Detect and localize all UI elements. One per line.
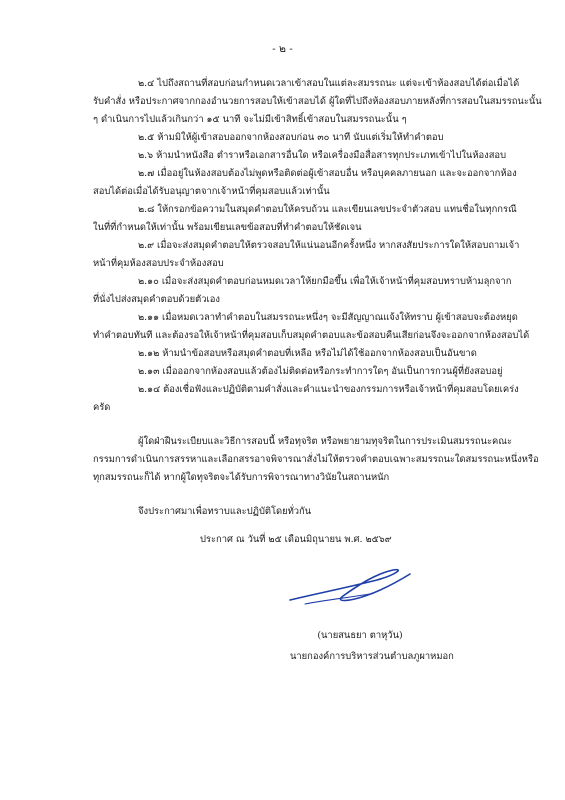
paragraph-line: สอบได้ต่อเมื่อได้รับอนุญาตจากเจ้าหน้าที่คุมสอบแล้วเท่านั้น [93, 186, 330, 197]
paragraph-line: กรรมการดำเนินการสรรหาและเลือกสรรอาจพิจารณาสั่งไม่ให้ตรวจคำตอบเฉพาะสมรรถนะใดสมรรถนะหนึ่งหรือ [93, 454, 539, 465]
paragraph-line: ผู้ใดฝ่าฝืนระเบียบและวิธีการสอบนี้ หรือทุจริต หรือพยายามทุจริตในการประเมินสมรรถนะคณะ [138, 436, 512, 447]
paragraph-line: ๒.๖ ห้ามนำหนังสือ ตำราหรือเอกสารอื่นใด หรือเครื่องมือสื่อสารทุกประเภทเข้าไปในห้องสอบ [138, 150, 507, 161]
paragraph-line: รับคำสั่ง หรือประกาศจากกองอำนวยการสอบให้เข้าสอบได้ ผู้ใดที่ไปถึงห้องสอบภายหลังที่การสอบในสมรรถนะนั้น [93, 96, 542, 107]
paragraph-line: ๒.๘ ให้กรอกข้อความในสมุดคำตอบให้ครบถ้วน และเขียนเลขประจำตัวสอบ แทนชื่อในทุกกรณี [138, 204, 517, 215]
paragraph-line: จึงประกาศมาเพื่อทราบและปฏิบัติโดยทั่วกัน [138, 506, 312, 517]
page-number: - ๒ - [272, 43, 293, 55]
paragraph-line: ๆ ดำเนินการไปแล้วเกินกว่า ๑๕ นาที จะไม่มีเข้าสิทธิ์เข้าสอบในสมรรถนะนั้น ๆ [93, 114, 407, 125]
announcement-date: ประกาศ ณ วันที่ ๒๕ เดือนมิถุนายน พ.ศ. ๒๕๖๙ [200, 534, 392, 545]
paragraph-line: ๒.๔ ไปถึงสถานที่สอบก่อนกำหนดเวลาเข้าสอบในแต่ละสมรรถนะ แต่จะเข้าห้องสอบได้ต่อเมื่อได้ [138, 78, 520, 89]
paragraph-line: ในที่ที่กำหนดให้เท่านั้น พร้อมเขียนเลขข้อสอบที่ทำคำตอบให้ชัดเจน [93, 222, 362, 233]
signature-image [285, 560, 415, 610]
signatory-title: นายกองค์การบริหารส่วนตำบลภูผาหมอก [290, 651, 454, 662]
paragraph-line: ๒.๑๑ เมื่อหมดเวลาทำคำตอบในสมรรถนะหนึ่งๆ จะมีสัญญาณแจ้งให้ทราบ ผู้เข้าสอบจะต้องหยุด [138, 312, 518, 323]
paragraph-line: ๒.๕ ห้ามมิให้ผู้เข้าสอบออกจากห้องสอบก่อน ๓๐ นาที นับแต่เริ่มให้ทำคำตอบ [138, 132, 444, 143]
paragraph-line: ๒.๑๓ เมื่อออกจากห้องสอบแล้วต้องไม่ติดต่อหรือกระทำการใดๆ อันเป็นการกวนผู้ที่ยังสอบอยู่ [138, 366, 503, 377]
paragraph-line: ๒.๙ เมื่อจะส่งสมุดคำตอบให้ตรวจสอบให้แน่นอนอีกครั้งหนึ่ง หากสงสัยประการใดให้สอบถามเจ้า [138, 240, 520, 251]
paragraph-line: หน้าที่คุมห้องสอบประจำห้องสอบ [93, 258, 224, 269]
signatory-name: (นายสนธยา ตาหุวัน) [317, 630, 403, 641]
paragraph-line: ทำคำตอบทันที และต้องรอให้เจ้าหน้าที่คุมสอบเก็บสมุดคำตอบและข้อสอบคืนเสียก่อนจึงจะออกจากห้องสอบได้ [93, 330, 530, 341]
paragraph-line: ที่นั่งไปส่งสมุดคำตอบด้วยตัวเอง [93, 294, 220, 305]
paragraph-line: ๒.๗ เมื่ออยู่ในห้องสอบต้องไม่พูดหรือติดต่อผู้เข้าสอบอื่น หรือบุคคลภายนอก และจะออกจากห้อง [138, 168, 517, 179]
paragraph-line: ๒.๑๔ ต้องเชื่อฟังและปฏิบัติตามคำสั่งและคำแนะนำของกรรมการหรือเจ้าหน้าที่คุมสอบโดยเคร่ง [138, 384, 519, 395]
paragraph-line: ทุกสมรรถนะก็ได้ หากผู้ใดทุจริตจะได้รับการพิจารณาทางวินัยในสถานหนัก [93, 472, 390, 483]
paragraph-line: ๒.๑๒ ห้ามนำข้อสอบหรือสมุดคำตอบที่เหลือ หรือไม่ได้ใช้ออกจากห้องสอบเป็นอันขาด [138, 348, 477, 359]
paragraph-line: ๒.๑๐ เมื่อจะส่งสมุดคำตอบก่อนหมดเวลาให้ยกมือขึ้น เพื่อให้เจ้าหน้าที่คุมสอบทราบห้ามลุกจาก [138, 276, 512, 287]
paragraph-line: ครัด [93, 402, 111, 413]
